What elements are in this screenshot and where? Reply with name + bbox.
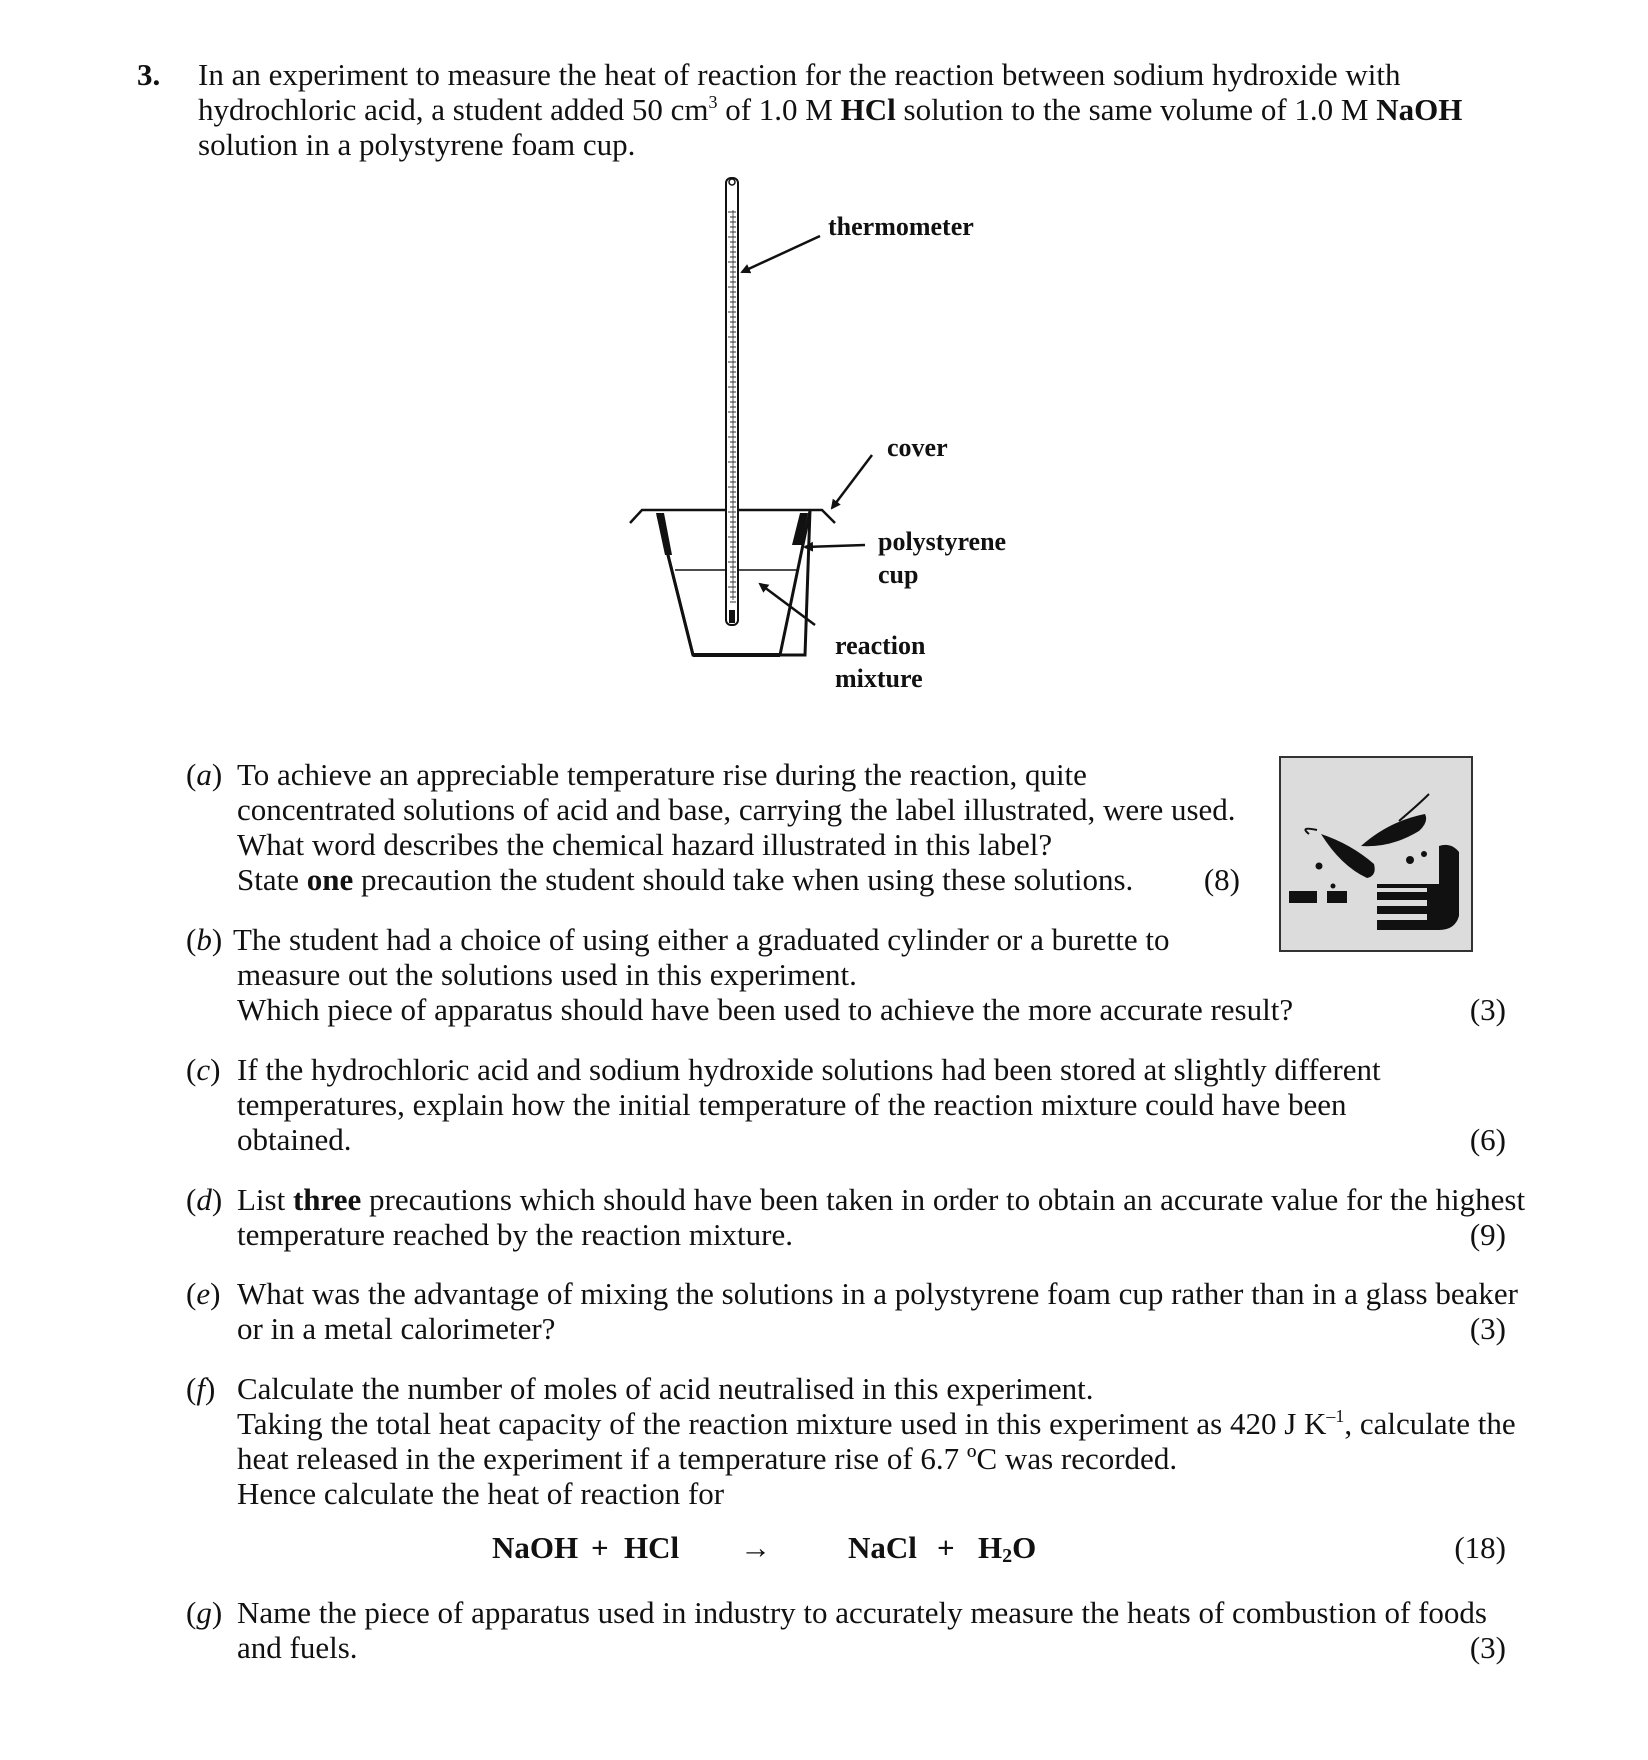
thermometer-label: thermometer bbox=[828, 212, 974, 241]
part-g-line-1: Name the piece of apparatus used in industry to accurately measure the heats of combustion of foods bbox=[237, 1595, 1487, 1630]
part-g-line-2: and fuels. bbox=[237, 1630, 358, 1665]
part-f-line-3: heat released in the experiment if a temperature rise of 6.7 ºC was recorded. bbox=[237, 1441, 1178, 1476]
part-g-marks: (3) bbox=[1469, 1630, 1506, 1665]
part-a-line-1: To achieve an appreciable temperature rise during the reaction, quite bbox=[237, 757, 1087, 792]
part-f-line-4: Hence calculate the heat of reaction for bbox=[237, 1476, 725, 1511]
intro-line-2: hydrochloric acid, a student added 50 $cm^3$ of 1.0 M HCl solution to the same volume of 1.0 M NaOH bbox=[198, 92, 1463, 127]
part-b-label: (b) bbox=[186, 922, 223, 957]
equation-plus-2: + bbox=[937, 1530, 955, 1565]
part-f-label: (f) bbox=[186, 1371, 216, 1406]
corrosive-hazard-icon bbox=[1279, 756, 1473, 952]
cup-label-line-1: polystyrene bbox=[878, 527, 1007, 556]
part-d-line-1: List three precautions which should have been taken in order to obtain an accurate value for the highest bbox=[237, 1182, 1526, 1217]
part-b-line-2: measure out the solutions used in this experiment. bbox=[237, 957, 857, 992]
equation-product-water: $H_2O$ bbox=[978, 1530, 1037, 1567]
part-g-label: (g) bbox=[186, 1595, 223, 1630]
equation-reactant-hcl: HCl bbox=[624, 1530, 680, 1565]
part-b-line-1: The student had a choice of using either a graduated cylinder or a burette to bbox=[233, 922, 1170, 957]
cover-arrow bbox=[832, 455, 872, 508]
part-f-line-1: Calculate the number of moles of acid neutralised in this experiment. bbox=[237, 1371, 1094, 1406]
part-d-marks: (9) bbox=[1469, 1217, 1506, 1252]
thermometer-arrow bbox=[742, 236, 820, 272]
part-a-marks: (8) bbox=[1203, 862, 1240, 897]
part-b-marks: (3) bbox=[1469, 992, 1506, 1027]
part-d-label: (d) bbox=[186, 1182, 223, 1217]
equation-reactant-naoh: NaOH bbox=[492, 1530, 579, 1565]
part-c-label: (c) bbox=[186, 1052, 221, 1087]
part-e-marks: (3) bbox=[1469, 1311, 1506, 1346]
part-a-line-3: What word describes the chemical hazard illustrated in this label? bbox=[237, 827, 1053, 862]
cup-arrow bbox=[805, 545, 865, 547]
mixture-label-line-2: mixture bbox=[835, 664, 923, 693]
reaction-arrow-icon: → bbox=[740, 1530, 771, 1565]
intro-line-3: solution in a polystyrene foam cup. bbox=[198, 127, 636, 162]
part-b-line-3: Which piece of apparatus should have been used to achieve the more accurate result? bbox=[237, 992, 1294, 1027]
part-e-line-2: or in a metal calorimeter? bbox=[237, 1311, 556, 1346]
part-c-line-1: If the hydrochloric acid and sodium hydroxide solutions had been stored at slightly different bbox=[237, 1052, 1381, 1087]
mixture-label-line-1: reaction bbox=[835, 631, 926, 660]
part-a-label: (a) bbox=[186, 757, 223, 792]
cover-label: cover bbox=[887, 433, 948, 462]
part-f-marks: (18) bbox=[1454, 1530, 1506, 1565]
part-c-line-2: temperatures, explain how the initial temperature of the reaction mixture could have been bbox=[237, 1087, 1347, 1122]
part-a-line-2: concentrated solutions of acid and base, carrying the label illustrated, were used. bbox=[237, 792, 1236, 827]
intro-line-1: In an experiment to measure the heat of reaction for the reaction between sodium hydroxide with bbox=[198, 57, 1401, 92]
part-c-line-3: obtained. bbox=[237, 1122, 352, 1157]
equation-plus-1: + bbox=[591, 1530, 609, 1565]
part-c-marks: (6) bbox=[1469, 1122, 1506, 1157]
cup-label-line-2: cup bbox=[878, 560, 919, 589]
part-a-line-4: State one precaution the student should take when using these solutions. bbox=[237, 862, 1134, 897]
question-number: 3. bbox=[137, 57, 161, 92]
equation-product-nacl: NaCl bbox=[848, 1530, 917, 1565]
part-f-line-2: Taking the total heat capacity of the reaction mixture used in this experiment as 420 J $K^{-1}$, calculate the bbox=[237, 1406, 1516, 1441]
part-e-label: (e) bbox=[186, 1276, 221, 1311]
part-d-line-2: temperature reached by the reaction mixture. bbox=[237, 1217, 794, 1252]
apparatus-diagram bbox=[620, 170, 1020, 700]
part-e-line-1: What was the advantage of mixing the solutions in a polystyrene foam cup rather than in a glass beaker bbox=[237, 1276, 1518, 1311]
